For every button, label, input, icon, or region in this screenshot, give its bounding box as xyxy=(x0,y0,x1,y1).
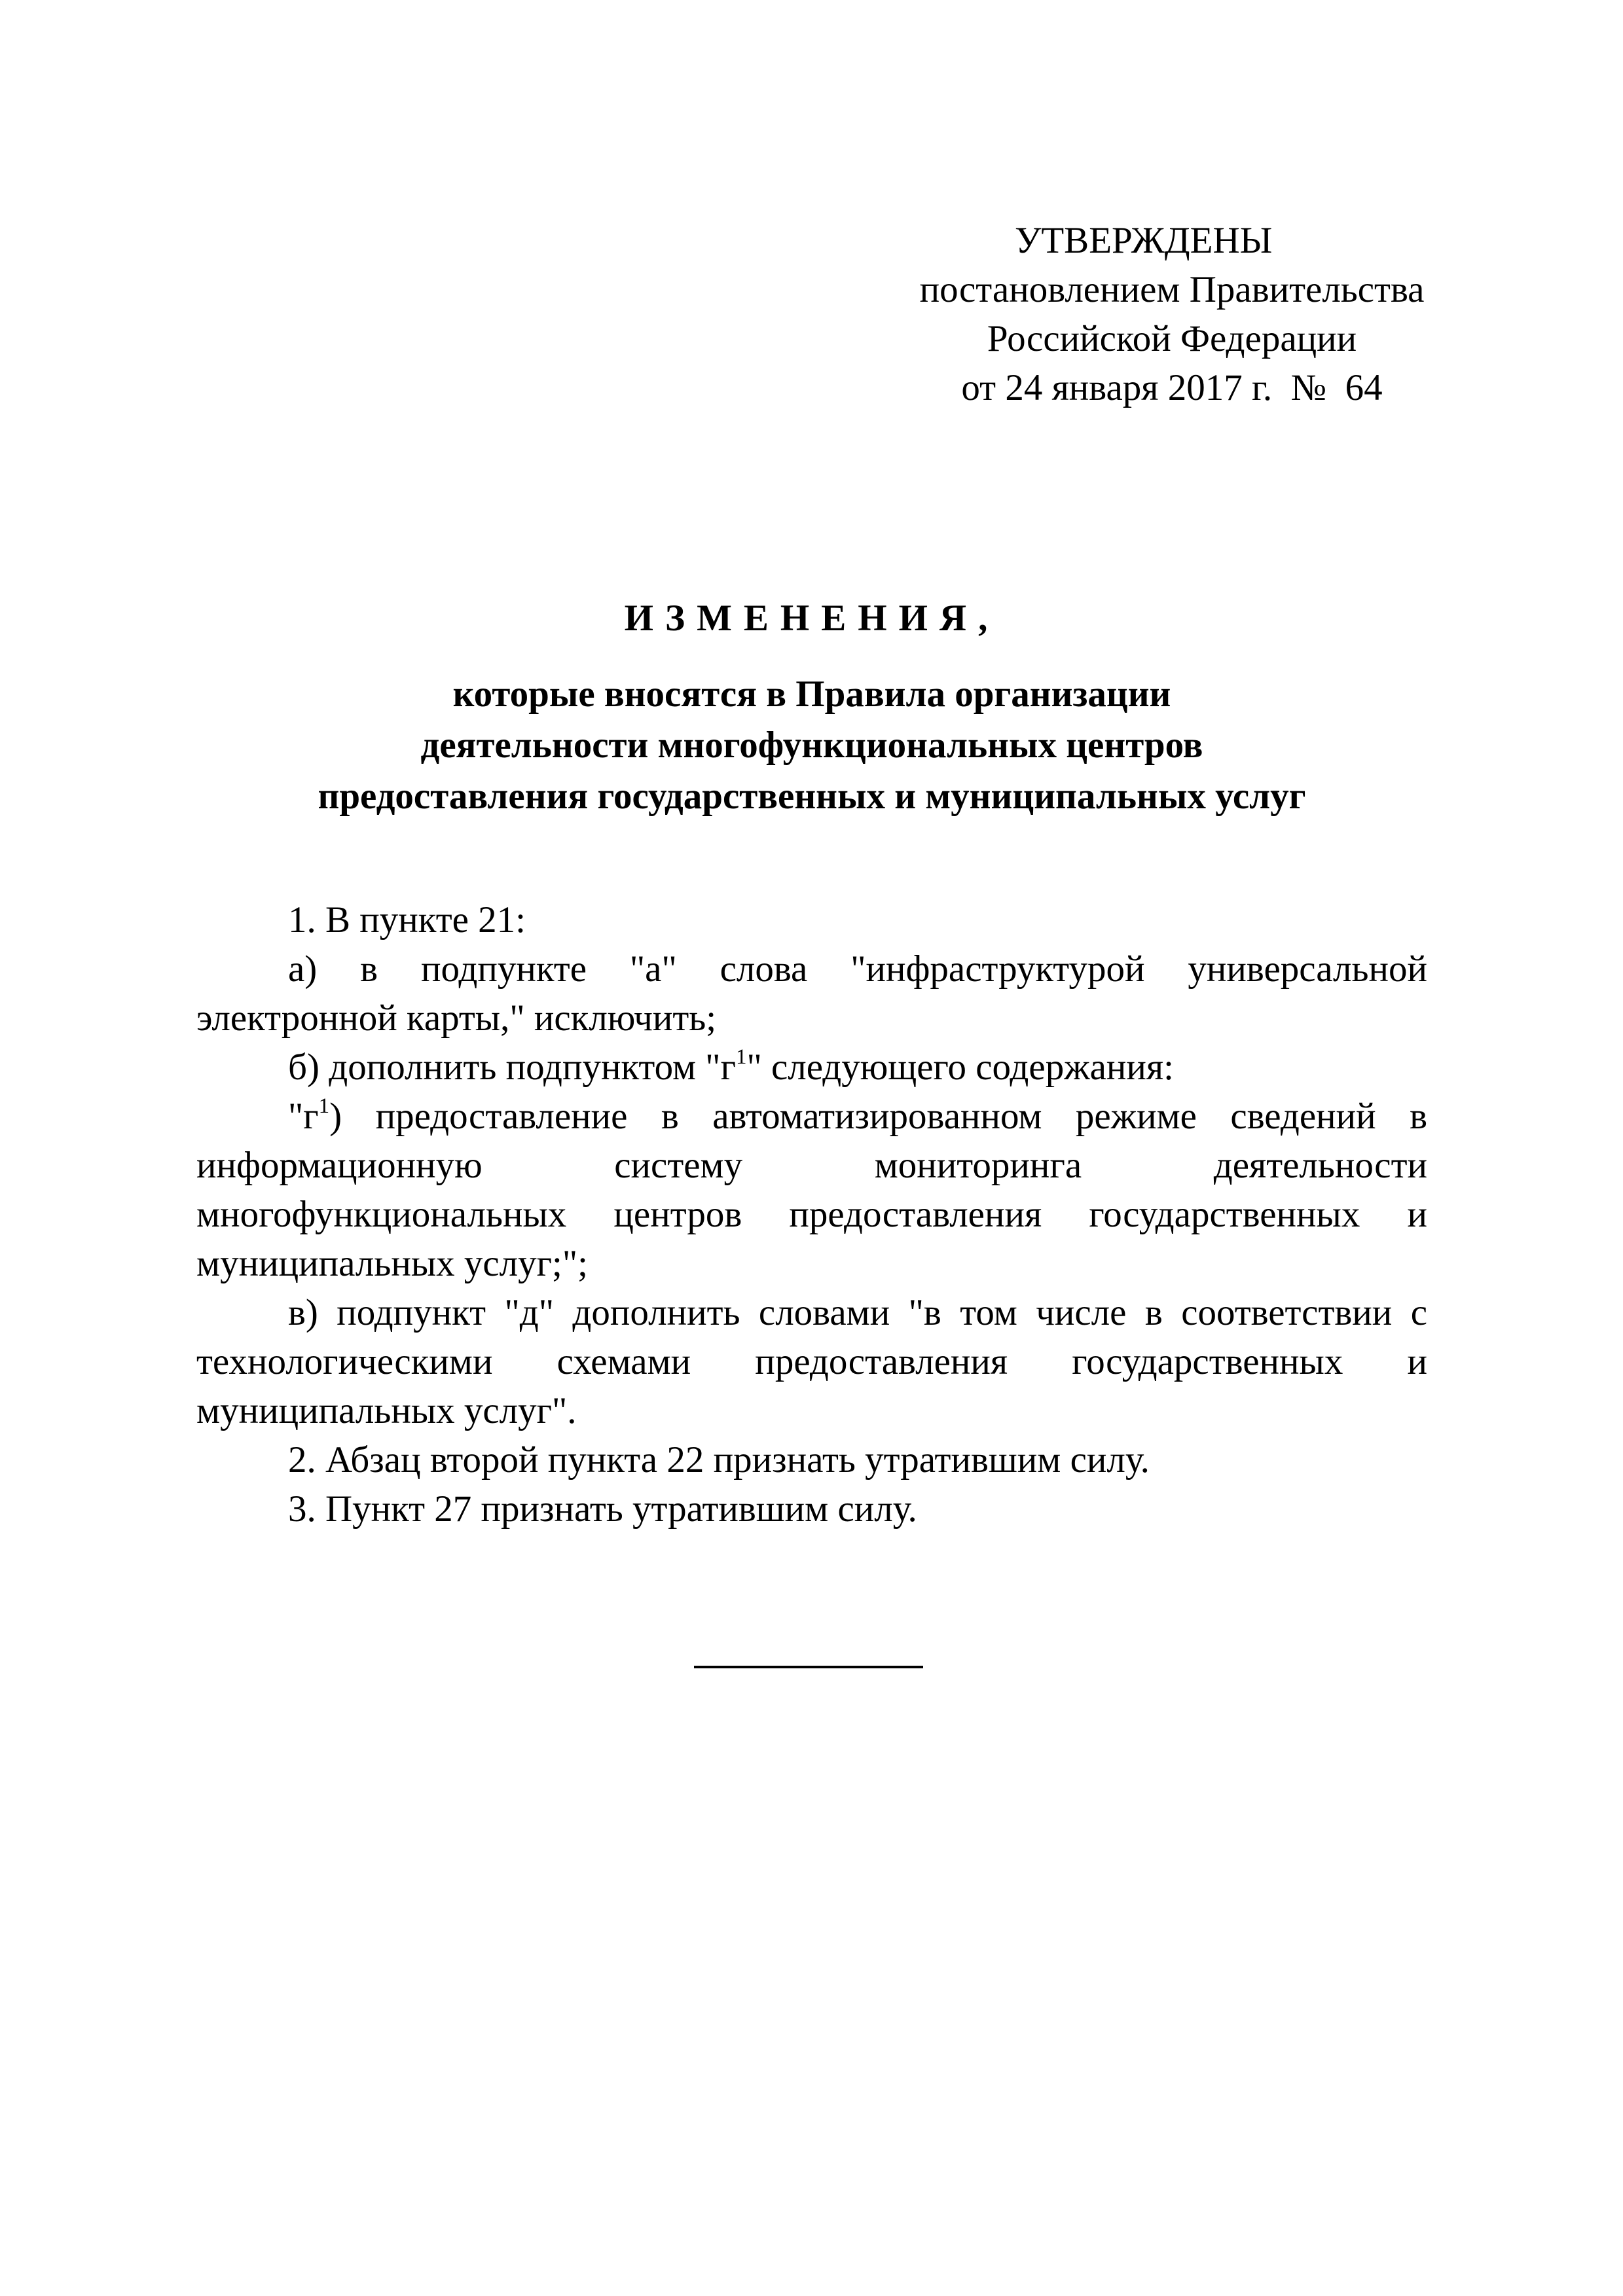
item-1-b-text-start: б) дополнить подпунктом "г xyxy=(288,1047,736,1088)
approval-number: 64 xyxy=(1345,367,1383,408)
document-subtitle-line-3: предоставления государственных и муниципальных услуг xyxy=(318,776,1306,817)
item-1-g1 xyxy=(196,1092,1427,1288)
approval-date: от 24 января 2017 г. xyxy=(961,367,1273,408)
title-block xyxy=(196,592,1427,822)
approval-title: УТВЕРЖДЕНЫ xyxy=(1015,220,1273,261)
item-1-g1-superscript: 1 xyxy=(318,1094,330,1118)
item-1-v: в) подпункт "д" дополнить словами "в том числе в соответствии с технологическими схемами предоставления государственных и муниципальных услуг". xyxy=(196,1292,1427,1431)
approval-line-2: Российской Федерации xyxy=(987,318,1357,359)
item-1-b-text-end: " следующего содержания: xyxy=(746,1047,1174,1088)
approval-line-1: постановлением Правительства xyxy=(919,269,1425,310)
document-subtitle-line-2: деятельности многофункциональных центров xyxy=(420,725,1203,766)
item-3: 3. Пункт 27 признать утратившим силу. xyxy=(288,1488,917,1530)
item-1-g1-text-start: "г xyxy=(288,1096,319,1137)
item-2: 2. Абзац второй пункта 22 признать утратившим силу. xyxy=(288,1439,1150,1480)
document-title: ИЗМЕНЕНИЯ, xyxy=(624,598,1000,639)
approval-number-sign: № xyxy=(1290,367,1327,408)
item-1-b xyxy=(196,1043,1427,1092)
item-1-a: а) в подпункте "а" слова "инфраструктурой универсальной электронной карты," исключить; xyxy=(196,948,1427,1039)
item-1-g1-text-end: ) предоставление в автоматизированном режиме сведений в информационную систему мониторинга деятельности многофункциональных центров предоставления государственных и муниципальных услуг;"; xyxy=(196,1096,1427,1284)
item-1-b-superscript: 1 xyxy=(735,1045,747,1069)
end-divider xyxy=(694,1666,923,1668)
approval-line-3 xyxy=(845,363,1499,412)
approval-block xyxy=(845,216,1499,412)
document-body xyxy=(196,895,1427,1534)
item-1-heading: 1. В пункте 21: xyxy=(288,899,526,941)
document-subtitle-line-1: которые вносятся в Правила организации xyxy=(452,673,1171,715)
